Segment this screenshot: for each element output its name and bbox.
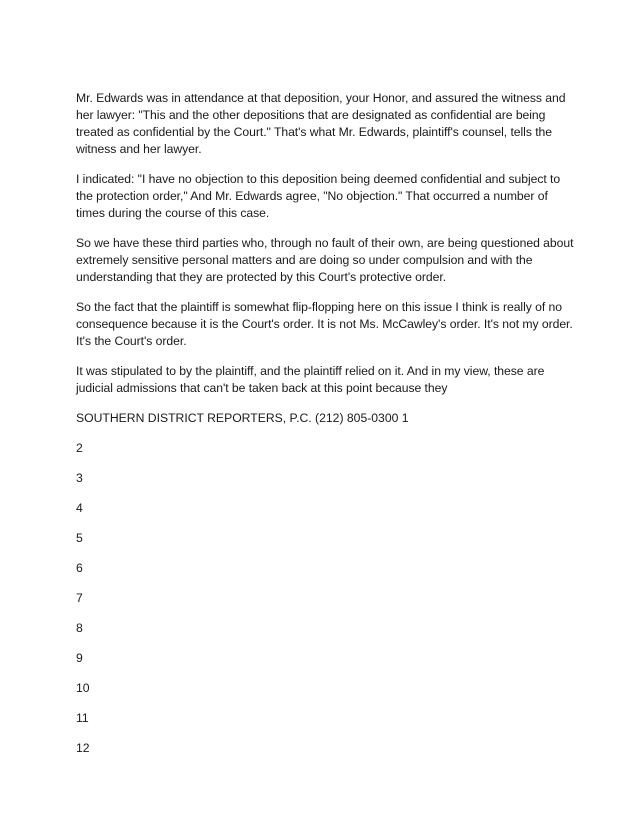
line-number: 10 xyxy=(76,681,90,695)
line-number: 11 xyxy=(76,711,89,725)
reporter-footer: SOUTHERN DISTRICT REPORTERS, P.C. (212) 805-0300 1 xyxy=(76,411,409,425)
line-number: 4 xyxy=(76,501,83,515)
line-number: 12 xyxy=(76,741,90,755)
paragraph-2: I indicated: "I have no objection to this deposition being deemed confidential and subject to the protection order," And Mr. Edwards agree, "No objection." That occurred a number of times during the course of this case. xyxy=(76,172,561,220)
line-number: 2 xyxy=(76,441,83,455)
line-number: 8 xyxy=(76,621,83,635)
line-number: 6 xyxy=(76,561,83,575)
line-number: 5 xyxy=(76,531,83,545)
line-number: 9 xyxy=(76,651,83,665)
transcript-page xyxy=(76,90,576,770)
paragraph-3: So we have these third parties who, through no fault of their own, are being questioned about extremely sensitive personal matters and are doing so under compulsion and with the understanding that they are protected by this Court's protective order. xyxy=(76,236,574,284)
paragraph-1: Mr. Edwards was in attendance at that deposition, your Honor, and assured the witness and her lawyer: "This and the other depositions that are designated as confidential are being treated as confidential by the Court." That's what Mr. Edwards, plaintiff's counsel, tells the witness and her lawyer. xyxy=(76,91,566,156)
line-number-list xyxy=(76,440,576,757)
paragraph-4: So the fact that the plaintiff is somewhat flip-flopping here on this issue I think is really of no consequence because it is the Court's order. It is not Ms. McCawley's order. It's not my order. It's the Court's order. xyxy=(76,300,573,348)
line-number: 7 xyxy=(76,591,83,605)
paragraph-5: It was stipulated to by the plaintiff, and the plaintiff relied on it. And in my view, these are judicial admissions that can't be taken back at this point because they xyxy=(76,364,545,395)
line-number: 3 xyxy=(76,471,83,485)
